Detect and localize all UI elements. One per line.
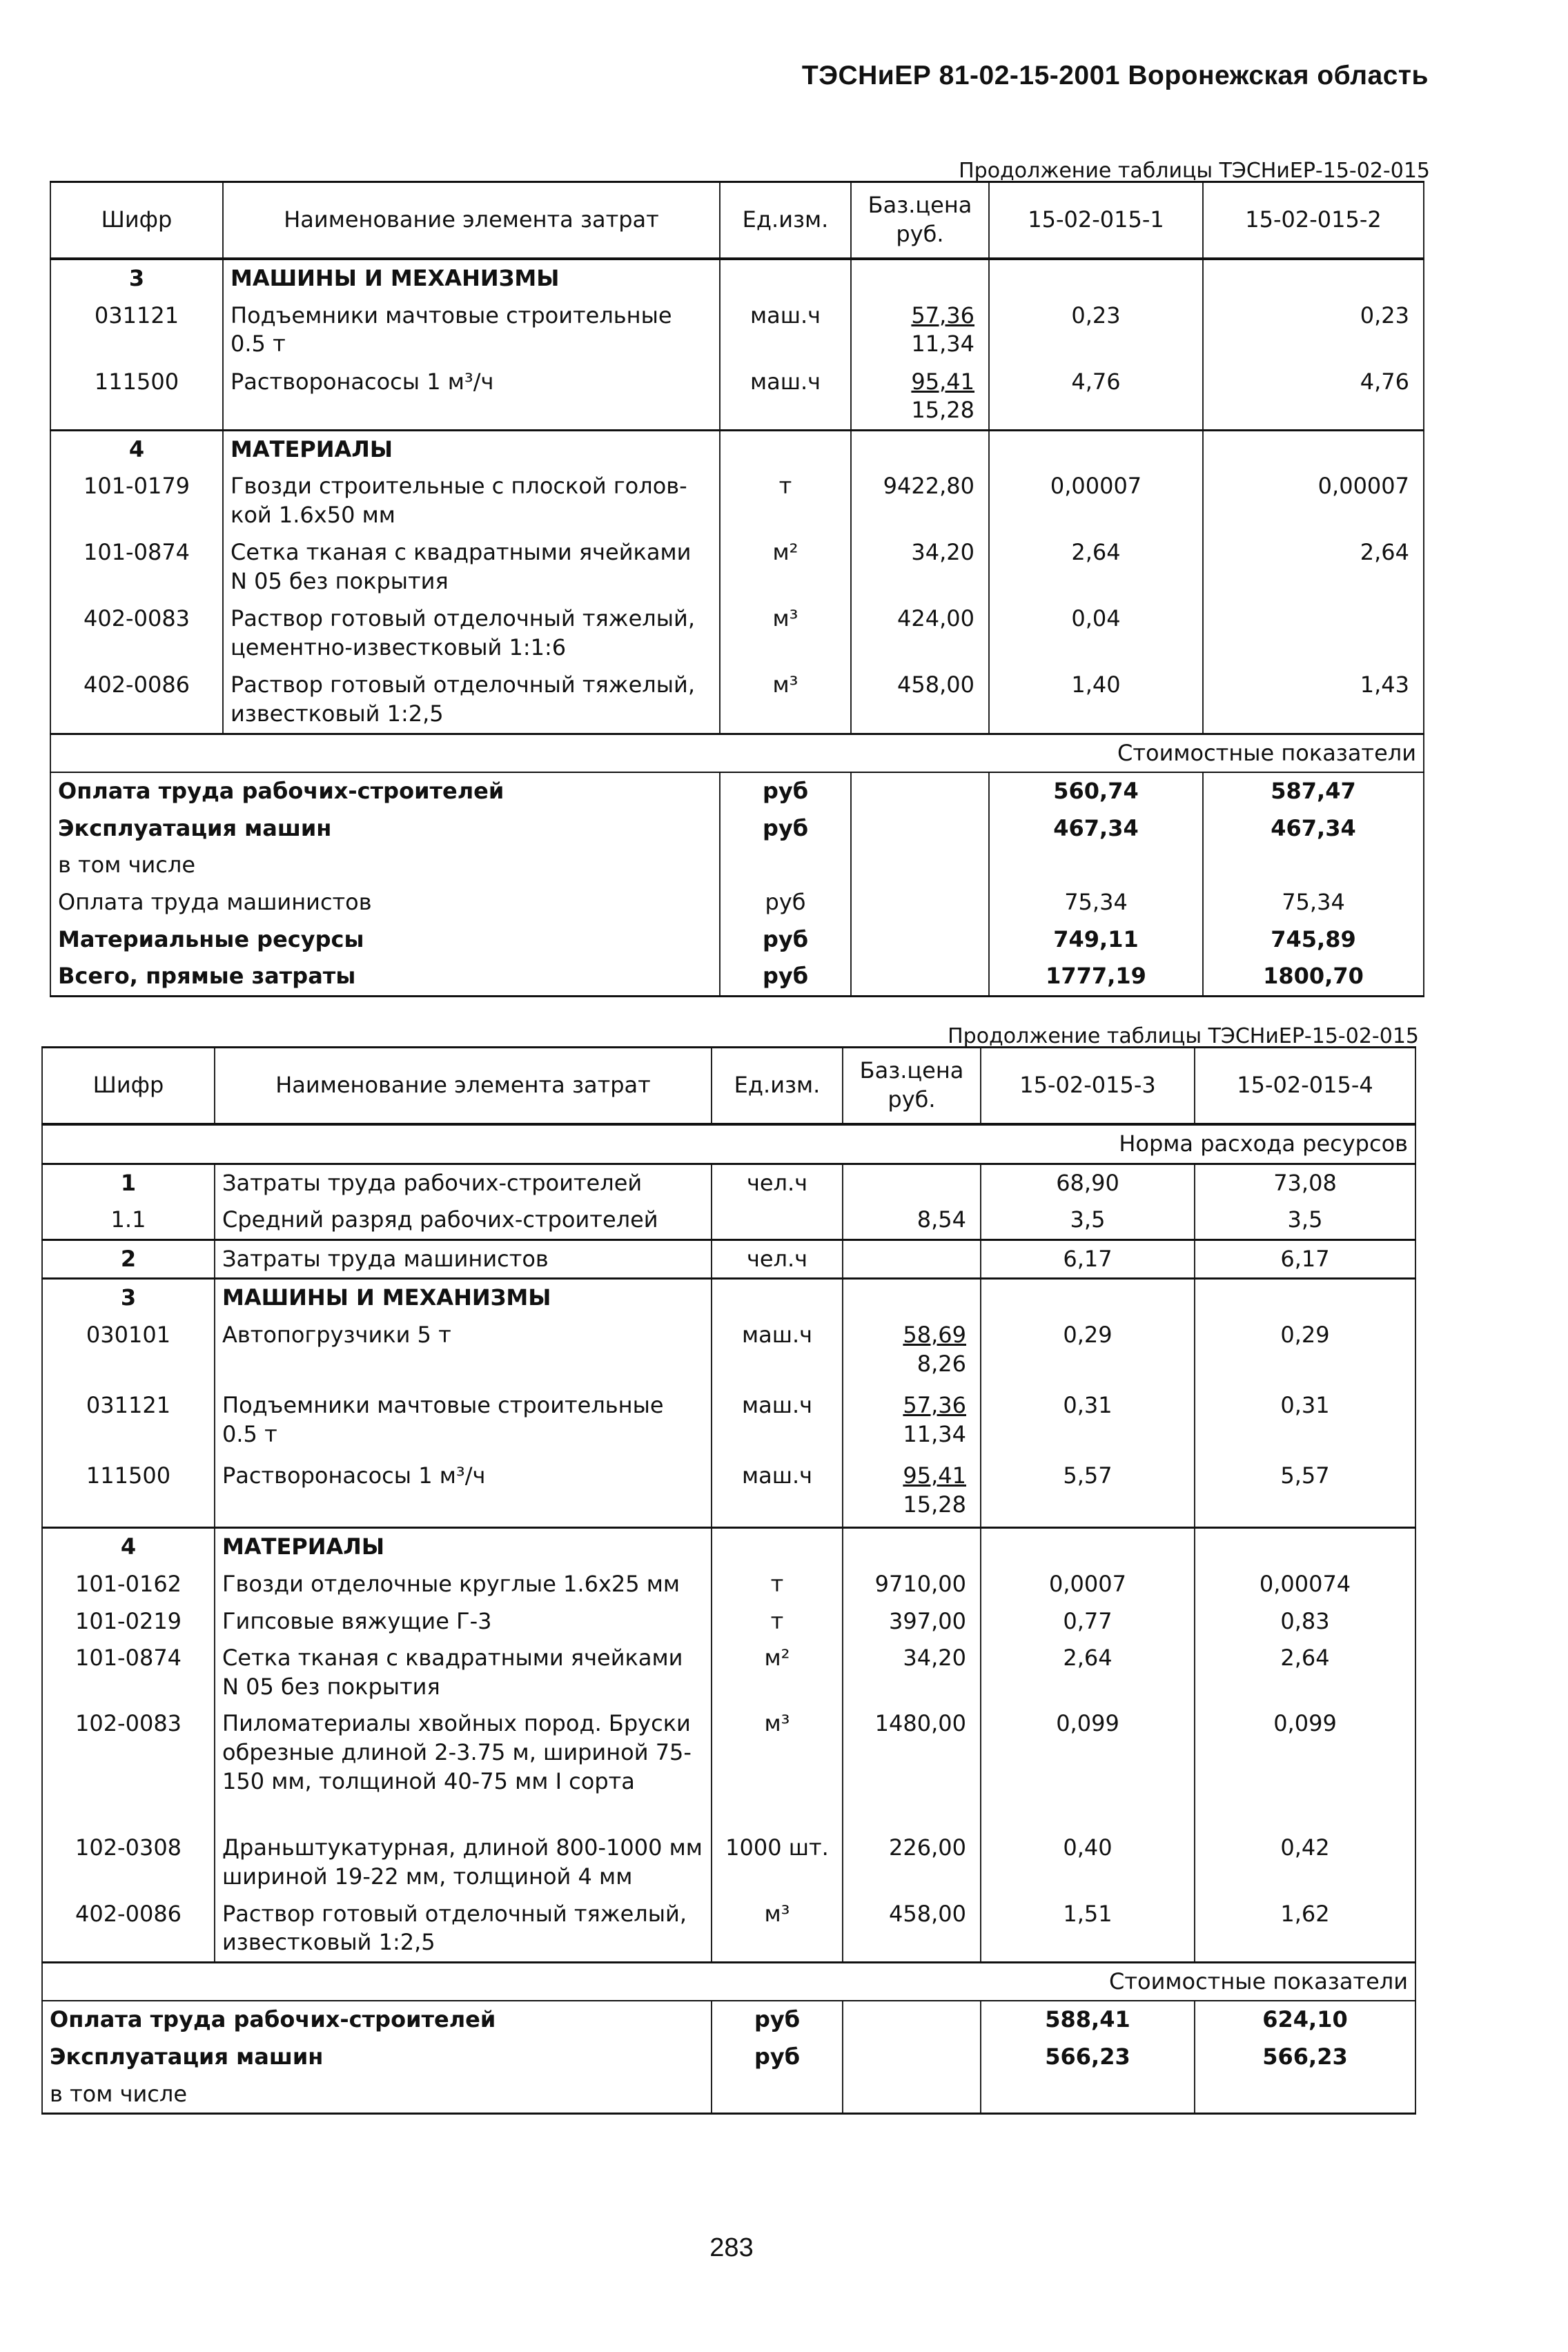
table-row bbox=[50, 667, 1424, 734]
table-row bbox=[42, 1640, 1415, 1705]
cost-value-2: 624,10 bbox=[1195, 2001, 1415, 2039]
cost-price bbox=[851, 847, 989, 884]
cost-value-2: 1800,70 bbox=[1203, 958, 1424, 996]
cost-price bbox=[843, 2001, 981, 2039]
cost-row bbox=[50, 772, 1424, 810]
page-number: 283 bbox=[709, 2233, 754, 2262]
cost-price bbox=[851, 921, 989, 959]
norm-section-header bbox=[42, 1124, 1415, 1164]
cell-value-2: 0,099 bbox=[1195, 1705, 1415, 1830]
table-row bbox=[50, 534, 1424, 600]
cell-value-2: 0,42 bbox=[1195, 1830, 1415, 1895]
cell-name: Средний разряд рабочих-строителей bbox=[215, 1202, 712, 1239]
cell-value-1: 4,76 bbox=[989, 364, 1203, 431]
cost-label: в том числе bbox=[42, 2076, 712, 2114]
cell-unit: маш.ч bbox=[712, 1458, 843, 1528]
cell-value-2: 3,5 bbox=[1195, 1202, 1415, 1239]
cell-value-2: 73,08 bbox=[1195, 1164, 1415, 1202]
cell-price bbox=[843, 1164, 981, 1202]
cell-value-2: 0,00074 bbox=[1195, 1566, 1415, 1603]
cost-value-2: 75,34 bbox=[1203, 884, 1424, 921]
cell-price: 34,20 bbox=[851, 534, 989, 600]
cell-price: 34,20 bbox=[843, 1640, 981, 1705]
cell-price: 1480,00 bbox=[843, 1705, 981, 1830]
cost-value-2: 587,47 bbox=[1203, 772, 1424, 810]
section-name: МАШИНЫ И МЕХАНИЗМЫ bbox=[223, 259, 720, 297]
cell-value-2: 0,23 bbox=[1203, 297, 1424, 364]
cell-name: Гипсовые вяжущие Г-3 bbox=[215, 1603, 712, 1640]
section-code: 4 bbox=[42, 1528, 215, 1566]
cost-section-header bbox=[42, 1962, 1415, 2001]
cell-code: 101-0219 bbox=[42, 1603, 215, 1640]
cell-unit: м³ bbox=[712, 1896, 843, 1963]
cost-value-2: 745,89 bbox=[1203, 921, 1424, 959]
cell-value-1: 0,00007 bbox=[989, 468, 1203, 534]
col-header-variant-3: 15-02-015-3 bbox=[981, 1048, 1195, 1125]
section-row bbox=[50, 259, 1424, 297]
cost-row bbox=[42, 2076, 1415, 2114]
cell-unit: м² bbox=[712, 1640, 843, 1705]
cost-value-1: 566,23 bbox=[981, 2039, 1195, 2076]
cell-value-2: 0,29 bbox=[1195, 1317, 1415, 1387]
table-row bbox=[42, 1830, 1415, 1895]
cell-unit: м³ bbox=[712, 1705, 843, 1830]
cost-price bbox=[843, 2076, 981, 2114]
cell-value-2: 1,62 bbox=[1195, 1896, 1415, 1963]
cell-name: Растворонасосы 1 м³/ч bbox=[223, 364, 720, 431]
cell-code: 111500 bbox=[42, 1458, 215, 1528]
cell-value-2 bbox=[1203, 600, 1424, 667]
section-name: МАТЕРИАЛЫ bbox=[223, 430, 720, 468]
cell-value-1: 6,17 bbox=[981, 1239, 1195, 1279]
cost-unit bbox=[712, 2076, 843, 2114]
cell-name: Подъемники мачтовые строительные 0.5 т bbox=[223, 297, 720, 364]
cost-value-2: 467,34 bbox=[1203, 810, 1424, 847]
cell-price: 424,00 bbox=[851, 600, 989, 667]
cell-value-1: 0,0007 bbox=[981, 1566, 1195, 1603]
cost-price bbox=[851, 958, 989, 996]
cell-code: 101-0874 bbox=[50, 534, 223, 600]
col-header-variant-1: 15-02-015-1 bbox=[989, 182, 1203, 259]
cost-label: Всего, прямые затраты bbox=[50, 958, 720, 996]
cell-unit: т bbox=[712, 1603, 843, 1640]
cell-code: 031121 bbox=[42, 1387, 215, 1458]
cell-name: Сетка тканая с квадратными ячейками N 05 без покрытия bbox=[223, 534, 720, 600]
cell-name: Драньштукатурная, длиной 800-1000 мм шириной 19-22 мм, толщиной 4 мм bbox=[215, 1830, 712, 1895]
cost-row bbox=[50, 810, 1424, 847]
cell-value-1: 68,90 bbox=[981, 1164, 1195, 1202]
table1-caption: Продолжение таблицы ТЭСНиЕР-15-02-015 bbox=[959, 159, 1430, 183]
norm-header-label: Норма расхода ресурсов bbox=[42, 1124, 1415, 1164]
cost-unit: руб bbox=[720, 810, 851, 847]
cell-code: 2 bbox=[42, 1239, 215, 1279]
cost-price bbox=[851, 772, 989, 810]
cell-code: 402-0086 bbox=[42, 1896, 215, 1963]
cell-value-2: 1,43 bbox=[1203, 667, 1424, 734]
cell-unit: т bbox=[712, 1566, 843, 1603]
cost-value-1 bbox=[981, 2076, 1195, 2114]
cell-value-1: 5,57 bbox=[981, 1458, 1195, 1528]
cell-value-2: 2,64 bbox=[1195, 1640, 1415, 1705]
table-row bbox=[42, 1705, 1415, 1830]
cell-value-1: 0,77 bbox=[981, 1603, 1195, 1640]
cell-value-1: 0,04 bbox=[989, 600, 1203, 667]
table2-caption: Продолжение таблицы ТЭСНиЕР-15-02-015 bbox=[948, 1024, 1419, 1048]
table-row bbox=[42, 1164, 1415, 1202]
cell-name: Сетка тканая с квадратными ячейками N 05 без покрытия bbox=[215, 1640, 712, 1705]
cell-value-1: 0,40 bbox=[981, 1830, 1195, 1895]
cell-price: 9710,00 bbox=[843, 1566, 981, 1603]
col-header-unit: Ед.изм. bbox=[720, 182, 851, 259]
section-row bbox=[42, 1528, 1415, 1566]
cost-label: Оплата труда рабочих-строителей bbox=[50, 772, 720, 810]
col-header-name: Наименование элемента затрат bbox=[223, 182, 720, 259]
cost-row bbox=[42, 2039, 1415, 2076]
cell-value-1: 1,40 bbox=[989, 667, 1203, 734]
cost-value-1: 749,11 bbox=[989, 921, 1203, 959]
cost-label: Оплата труда рабочих-строителей bbox=[42, 2001, 712, 2039]
table-row bbox=[50, 364, 1424, 431]
col-header-code: Шифр bbox=[42, 1048, 215, 1125]
cell-value-2: 4,76 bbox=[1203, 364, 1424, 431]
cell-name: Подъемники мачтовые строительные 0.5 т bbox=[215, 1387, 712, 1458]
cost-value-2 bbox=[1203, 847, 1424, 884]
cell-price bbox=[843, 1239, 981, 1279]
cell-price: 9422,80 bbox=[851, 468, 989, 534]
cell-unit: м³ bbox=[720, 600, 851, 667]
cell-value-1: 0,23 bbox=[989, 297, 1203, 364]
cost-value-1: 1777,19 bbox=[989, 958, 1203, 996]
cell-price: $\frac{95,41}{15,28}$ bbox=[843, 1458, 981, 1528]
section-code: 3 bbox=[50, 259, 223, 297]
cell-price: 8,54 bbox=[843, 1202, 981, 1239]
cost-row bbox=[50, 884, 1424, 921]
cell-unit: м³ bbox=[720, 667, 851, 734]
col-header-name: Наименование элемента затрат bbox=[215, 1048, 712, 1125]
section-code: 4 bbox=[50, 430, 223, 468]
cell-name: Гвозди строительные с плоской голов-кой 1.6х50 мм bbox=[223, 468, 720, 534]
cell-value-2: 0,31 bbox=[1195, 1387, 1415, 1458]
col-header-unit: Ед.изм. bbox=[712, 1048, 843, 1125]
cost-label: Эксплуатация машин bbox=[42, 2039, 712, 2076]
col-header-price: Баз.цена руб. bbox=[843, 1048, 981, 1125]
table-row bbox=[42, 1603, 1415, 1640]
cell-value-2: 5,57 bbox=[1195, 1458, 1415, 1528]
table-row bbox=[42, 1239, 1415, 1279]
cell-code: 102-0083 bbox=[42, 1705, 215, 1830]
cell-name: Затраты труда рабочих-строителей bbox=[215, 1164, 712, 1202]
section-code: 3 bbox=[42, 1279, 215, 1317]
cell-name: Раствор готовый отделочный тяжелый, цементно-известковый 1:1:6 bbox=[223, 600, 720, 667]
cell-name: Пиломатериалы хвойных пород. Бруски обрезные длиной 2-3.75 м, шириной 75-150 мм, толщиной 40-75 мм I сорта bbox=[215, 1705, 712, 1830]
cost-value-2: 566,23 bbox=[1195, 2039, 1415, 2076]
cost-value-1 bbox=[989, 847, 1203, 884]
cost-row bbox=[50, 847, 1424, 884]
cell-code: 111500 bbox=[50, 364, 223, 431]
cost-unit: руб bbox=[712, 2001, 843, 2039]
cell-code: 101-0874 bbox=[42, 1640, 215, 1705]
cell-name: Автопогрузчики 5 т bbox=[215, 1317, 712, 1387]
cell-value-1: 2,64 bbox=[989, 534, 1203, 600]
page-header-title: ТЭСНиЕР 81-02-15-2001 Воронежская область bbox=[801, 61, 1429, 90]
cell-value-1: 0,31 bbox=[981, 1387, 1195, 1458]
cell-unit: маш.ч bbox=[712, 1317, 843, 1387]
cell-price: 458,00 bbox=[843, 1896, 981, 1963]
table1-header-row bbox=[50, 182, 1424, 259]
cost-label: Оплата труда машинистов bbox=[50, 884, 720, 921]
cell-name: Раствор готовый отделочный тяжелый, известковый 1:2,5 bbox=[215, 1896, 712, 1963]
cell-value-1: 3,5 bbox=[981, 1202, 1195, 1239]
col-header-variant-4: 15-02-015-4 bbox=[1195, 1048, 1415, 1125]
cell-unit: т bbox=[720, 468, 851, 534]
cell-code: 402-0083 bbox=[50, 600, 223, 667]
cost-label: в том числе bbox=[50, 847, 720, 884]
cost-unit: руб bbox=[720, 958, 851, 996]
cost-row bbox=[42, 2001, 1415, 2039]
cell-price: $\frac{57,36}{11,34}$ bbox=[843, 1387, 981, 1458]
cost-header-label: Стоимостные показатели bbox=[50, 734, 1424, 772]
table-row bbox=[50, 297, 1424, 364]
col-header-code: Шифр bbox=[50, 182, 223, 259]
cell-value-1: 0,099 bbox=[981, 1705, 1195, 1830]
cell-code: 1.1 bbox=[42, 1202, 215, 1239]
cell-code: 1 bbox=[42, 1164, 215, 1202]
cell-code: 101-0179 bbox=[50, 468, 223, 534]
table-row bbox=[42, 1202, 1415, 1239]
cell-value-2: 2,64 bbox=[1203, 534, 1424, 600]
cost-price bbox=[851, 810, 989, 847]
cell-unit: чел.ч bbox=[712, 1164, 843, 1202]
cost-label: Эксплуатация машин bbox=[50, 810, 720, 847]
cell-value-1: 1,51 bbox=[981, 1896, 1195, 1963]
table-row bbox=[42, 1317, 1415, 1387]
cost-value-2 bbox=[1195, 2076, 1415, 2114]
section-name: МАТЕРИАЛЫ bbox=[215, 1528, 712, 1566]
cell-price: $\frac{57,36}{11,34}$ bbox=[851, 297, 989, 364]
cell-code: 031121 bbox=[50, 297, 223, 364]
cell-name: Растворонасосы 1 м³/ч bbox=[215, 1458, 712, 1528]
cost-unit: руб bbox=[712, 2039, 843, 2076]
cost-unit: руб bbox=[720, 772, 851, 810]
cost-value-1: 588,41 bbox=[981, 2001, 1195, 2039]
cell-unit bbox=[712, 1202, 843, 1239]
cell-price: 458,00 bbox=[851, 667, 989, 734]
cell-code: 102-0308 bbox=[42, 1830, 215, 1895]
cost-value-1: 75,34 bbox=[989, 884, 1203, 921]
cost-value-1: 467,34 bbox=[989, 810, 1203, 847]
cost-price bbox=[843, 2039, 981, 2076]
cell-name: Раствор готовый отделочный тяжелый, известковый 1:2,5 bbox=[223, 667, 720, 734]
cost-section-header bbox=[50, 734, 1424, 772]
cell-price: 226,00 bbox=[843, 1830, 981, 1895]
cell-unit: чел.ч bbox=[712, 1239, 843, 1279]
cell-value-2: 6,17 bbox=[1195, 1239, 1415, 1279]
cost-label: Материальные ресурсы bbox=[50, 921, 720, 959]
table-row bbox=[42, 1896, 1415, 1963]
cell-price: $\frac{95,41}{15,28}$ bbox=[851, 364, 989, 431]
cell-code: 402-0086 bbox=[50, 667, 223, 734]
cost-header-label: Стоимостные показатели bbox=[42, 1962, 1415, 2001]
table1 bbox=[50, 181, 1424, 997]
cell-unit: маш.ч bbox=[720, 364, 851, 431]
cost-unit: руб bbox=[720, 921, 851, 959]
cell-name: Гвозди отделочные круглые 1.6х25 мм bbox=[215, 1566, 712, 1603]
cost-unit bbox=[720, 847, 851, 884]
cell-value-1: 0,29 bbox=[981, 1317, 1195, 1387]
table2-header-row bbox=[42, 1048, 1415, 1125]
section-row bbox=[50, 430, 1424, 468]
cell-price: 397,00 bbox=[843, 1603, 981, 1640]
table-row bbox=[42, 1458, 1415, 1528]
table-row bbox=[50, 600, 1424, 667]
cell-value-1: 2,64 bbox=[981, 1640, 1195, 1705]
cell-unit: 1000 шт. bbox=[712, 1830, 843, 1895]
cost-unit: руб bbox=[720, 884, 851, 921]
cost-row bbox=[50, 958, 1424, 996]
table2 bbox=[41, 1046, 1416, 2115]
cell-code: 101-0162 bbox=[42, 1566, 215, 1603]
cell-name: Затраты труда машинистов bbox=[215, 1239, 712, 1279]
table-row bbox=[50, 468, 1424, 534]
cost-row bbox=[50, 921, 1424, 959]
cell-code: 030101 bbox=[42, 1317, 215, 1387]
table-row bbox=[42, 1387, 1415, 1458]
col-header-variant-2: 15-02-015-2 bbox=[1203, 182, 1424, 259]
cell-unit: м² bbox=[720, 534, 851, 600]
cell-value-2: 0,83 bbox=[1195, 1603, 1415, 1640]
table-row bbox=[42, 1566, 1415, 1603]
cell-value-2: 0,00007 bbox=[1203, 468, 1424, 534]
cell-unit: маш.ч bbox=[720, 297, 851, 364]
cell-unit: маш.ч bbox=[712, 1387, 843, 1458]
cost-price bbox=[851, 884, 989, 921]
col-header-price: Баз.цена руб. bbox=[851, 182, 989, 259]
cost-value-1: 560,74 bbox=[989, 772, 1203, 810]
section-row bbox=[42, 1279, 1415, 1317]
cell-price: $\frac{58,69}{8,26}$ bbox=[843, 1317, 981, 1387]
section-name: МАШИНЫ И МЕХАНИЗМЫ bbox=[215, 1279, 712, 1317]
